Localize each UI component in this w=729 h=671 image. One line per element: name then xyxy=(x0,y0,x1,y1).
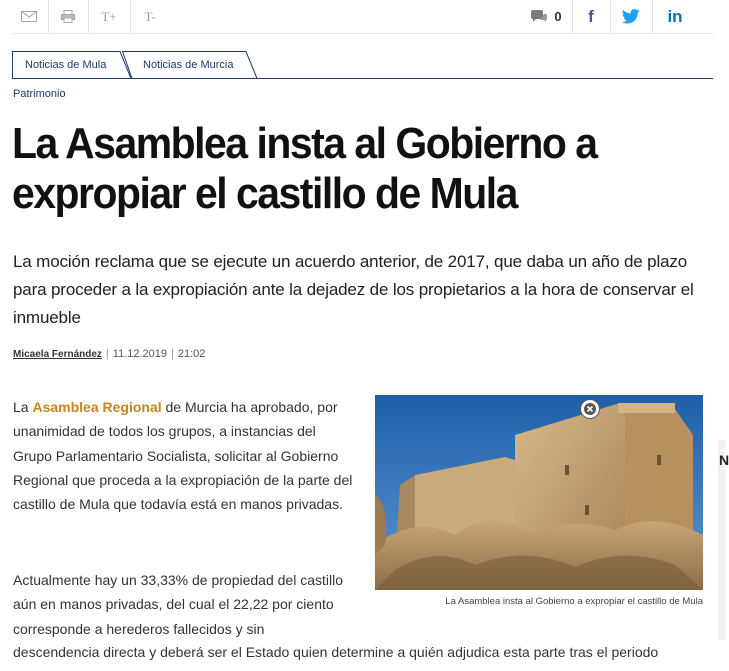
increase-text-label: T+ xyxy=(101,8,117,24)
envelope-icon xyxy=(21,11,37,22)
speech-bubbles-icon xyxy=(530,10,548,24)
facebook-icon: f xyxy=(588,6,594,26)
byline xyxy=(13,348,205,360)
sidebar-edge xyxy=(718,440,725,640)
printer-icon xyxy=(61,10,75,23)
asamblea-regional-link[interactable]: Asamblea Regional xyxy=(32,399,162,415)
toolbar-divider xyxy=(12,33,713,34)
x-glyph xyxy=(584,403,596,415)
increase-text-button[interactable] xyxy=(88,0,129,33)
publish-time: 21:02 xyxy=(177,348,206,360)
paragraph-text: La xyxy=(13,399,33,415)
author-link[interactable]: Micaela Fernández xyxy=(13,349,102,360)
byline-separator: | xyxy=(171,348,174,360)
tag-label: Noticias de Murcia xyxy=(143,58,234,71)
comments-count: 0 xyxy=(554,9,562,24)
tag-noticias-de-mula[interactable] xyxy=(12,51,132,78)
facebook-share-button[interactable] xyxy=(572,0,609,33)
linkedin-share-button[interactable] xyxy=(652,0,697,33)
article-headline: La Asamblea insta al Gobierno a expropiar el castillo de Mula xyxy=(12,119,597,218)
sidebar-edge-letter: N xyxy=(719,452,729,468)
category-link[interactable]: Patrimonio xyxy=(13,88,66,100)
publish-date: 11.12.2019 xyxy=(112,348,168,360)
article-subtitle: La moción reclama que se ejecute un acuerdo anterior, de 2017, que daba un año de plazo para proceder a la expropiación ante la dejadez de los propietarios a la hora de conservar el inmueble xyxy=(13,252,694,327)
castle-photo xyxy=(375,395,703,590)
email-button[interactable] xyxy=(12,0,46,33)
decrease-text-label: T- xyxy=(144,8,156,24)
article-paragraph-1 xyxy=(13,395,358,516)
tag-label: Noticias de Mula xyxy=(25,58,107,71)
tag-noticias-de-murcia[interactable] xyxy=(122,51,262,78)
print-button[interactable] xyxy=(48,0,87,33)
comments-button[interactable] xyxy=(526,0,566,33)
article-toolbar xyxy=(0,0,725,33)
article-image[interactable] xyxy=(375,395,703,590)
article-paragraph-2-continued: descendencia directa y deberá ser el Estado quien determine a quién adjudica esta parte tras el periodo xyxy=(13,644,659,660)
twitter-share-button[interactable] xyxy=(610,0,651,33)
linkedin-icon: in xyxy=(667,6,683,26)
byline-separator: | xyxy=(105,348,109,360)
article-paragraph-2: Actualmente hay un 33,33% de propiedad del castillo aún en manos privadas, del cual el 22,22 por ciento corresponde a herederos fallecidos y sin xyxy=(13,572,343,637)
tags-divider xyxy=(12,78,713,79)
image-caption: La Asamblea insta al Gobierno a expropiar el castillo de Mula xyxy=(445,596,703,607)
close-icon[interactable] xyxy=(580,399,600,419)
decrease-text-button[interactable] xyxy=(130,0,169,33)
twitter-bird-icon xyxy=(622,9,640,24)
paragraph-text: de Murcia ha aprobado, por unanimidad de todos los grupos, a instancias del Grupo Parlamentario Socialista, solicitar al Gobierno Regional que proceda a la expropiación de la parte del castillo de Mula que todavía está en manos privadas. xyxy=(13,399,353,513)
